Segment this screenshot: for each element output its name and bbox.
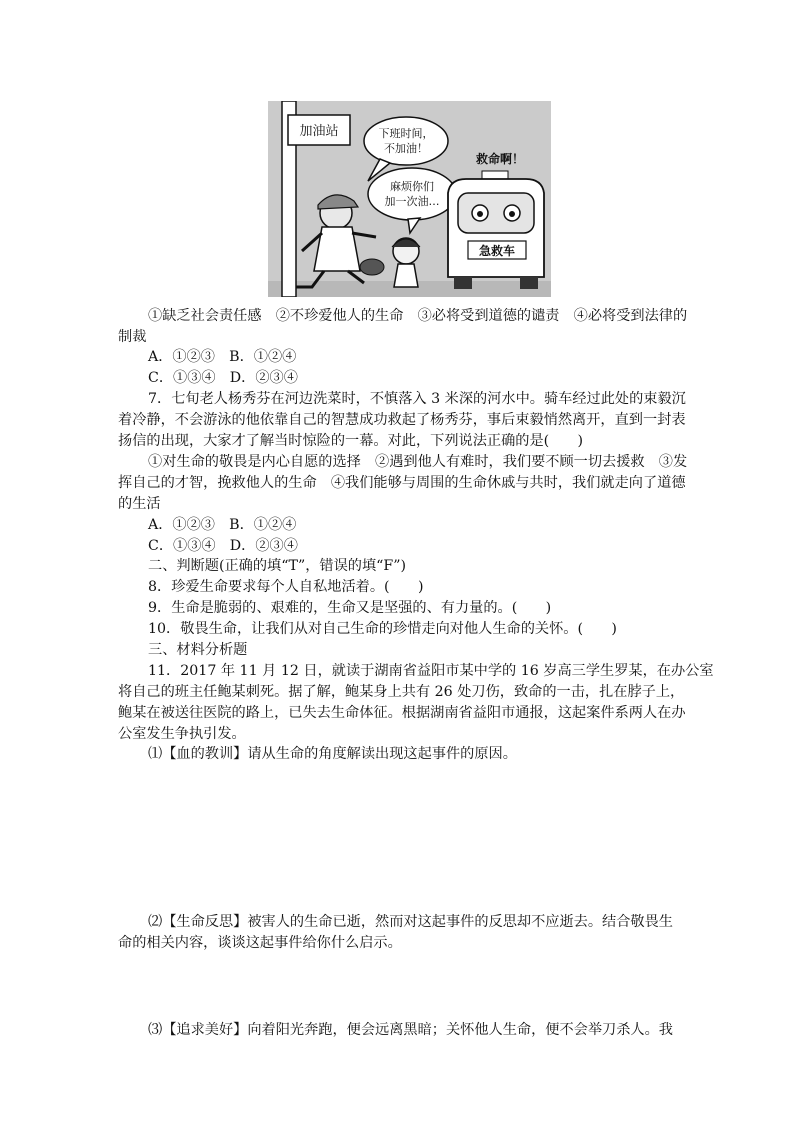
cartoon-illustration	[268, 101, 551, 297]
q10-text: 10．敬畏生命，让我们从对自己生命的珍惜走向对他人生命的关怀。( )	[148, 621, 617, 637]
q8-text: 8．珍爱生命要求每个人自私地活着。( )	[148, 579, 424, 595]
bubble1-line1: 下班时间，	[378, 127, 434, 140]
q6-choice-cd: C．①③④ D．②③④	[148, 370, 298, 386]
q6-options-line2: 制裁	[118, 329, 147, 345]
station-sign-text: 加油站	[299, 124, 339, 139]
q11-sub3-line1: ⑶【追求美好】向着阳光奔跑，便会远离黑暗；关怀他人生命，便不会举刀杀人。我	[148, 1022, 673, 1038]
q7-choice-ab: A．①②③ B．①②④	[148, 517, 297, 533]
q7-options-line1: ①对生命的敬畏是内心自愿的选择 ②遇到他人有难时，我们要不顾一切去援救 ③发	[148, 454, 688, 470]
q11-line4: 公室发生争执引发。	[118, 726, 246, 742]
q11-line1: 11．2017 年 11 月 12 日，就读于湖南省益阳市某中学的 16 岁高三学生罗某，在办公室	[148, 663, 714, 679]
bubble2-line2: 加一次油…	[384, 195, 440, 208]
q7-stem-line3: 扬信的出现，大家才了解当时惊险的一幕。对此，下列说法正确的是( )	[118, 433, 584, 449]
section3-heading: 三、材料分析题	[148, 642, 248, 658]
q11-sub2-line2: 命的相关内容，谈谈这起事件给你什么启示。	[118, 935, 402, 951]
q6-options-line1: ①缺乏社会责任感 ②不珍爱他人的生命 ③必将受到道德的谴责 ④必将受到法律的	[148, 308, 688, 324]
q11-sub2-line1: ⑵【生命反思】被害人的生命已逝，然而对这起事件的反思却不应逝去。结合敬畏生	[148, 914, 673, 930]
q7-options-line2: 挥自己的才智，挽救他人的生命 ④我们能够与周围的生命休戚与共时，我们就走向了道德	[118, 475, 686, 491]
q11-line3: 鲍某在被送往医院的路上，已失去生命体征。根据湖南省益阳市通报，这起案件系两人在办	[118, 705, 686, 721]
q7-choice-cd: C．①③④ D．②③④	[148, 538, 298, 554]
ambulance-label: 急救车	[478, 244, 516, 258]
ambulance-figure	[448, 171, 544, 289]
q9-text: 9．生命是脆弱的、艰难的，生命又是坚强的、有力量的。( )	[148, 600, 552, 616]
q7-stem-line1: 7．七旬老人杨秀芬在河边洗菜时，不慎落入 3 米深的河水中。骑车经过此处的束毅沉	[148, 391, 686, 407]
q6-choice-ab: A．①②③ B．①②④	[148, 349, 297, 365]
section2-heading: 二、判断题(正确的填“T”，错误的填“F”)	[148, 558, 407, 574]
cartoon-drawing	[268, 101, 551, 297]
q11-sub1: ⑴【血的教训】请从生命的角度解读出现这起事件的原因。	[148, 746, 517, 762]
cry-text: 救命啊！	[475, 152, 525, 166]
q7-stem-line2: 着冷静，不会游泳的他依靠自己的智慧成功救起了杨秀芬，事后束毅悄然离开，直到一封表	[118, 412, 686, 428]
bubble1-line2: 不加油！	[384, 142, 428, 155]
q11-line2: 将自己的班主任鲍某刺死。据了解，鲍某身上共有 26 处刀伤，致命的一击，扎在脖子上，	[118, 684, 685, 700]
q7-options-line3: 的生活	[118, 496, 161, 512]
bubble2-line1: 麻烦你们	[390, 180, 434, 193]
